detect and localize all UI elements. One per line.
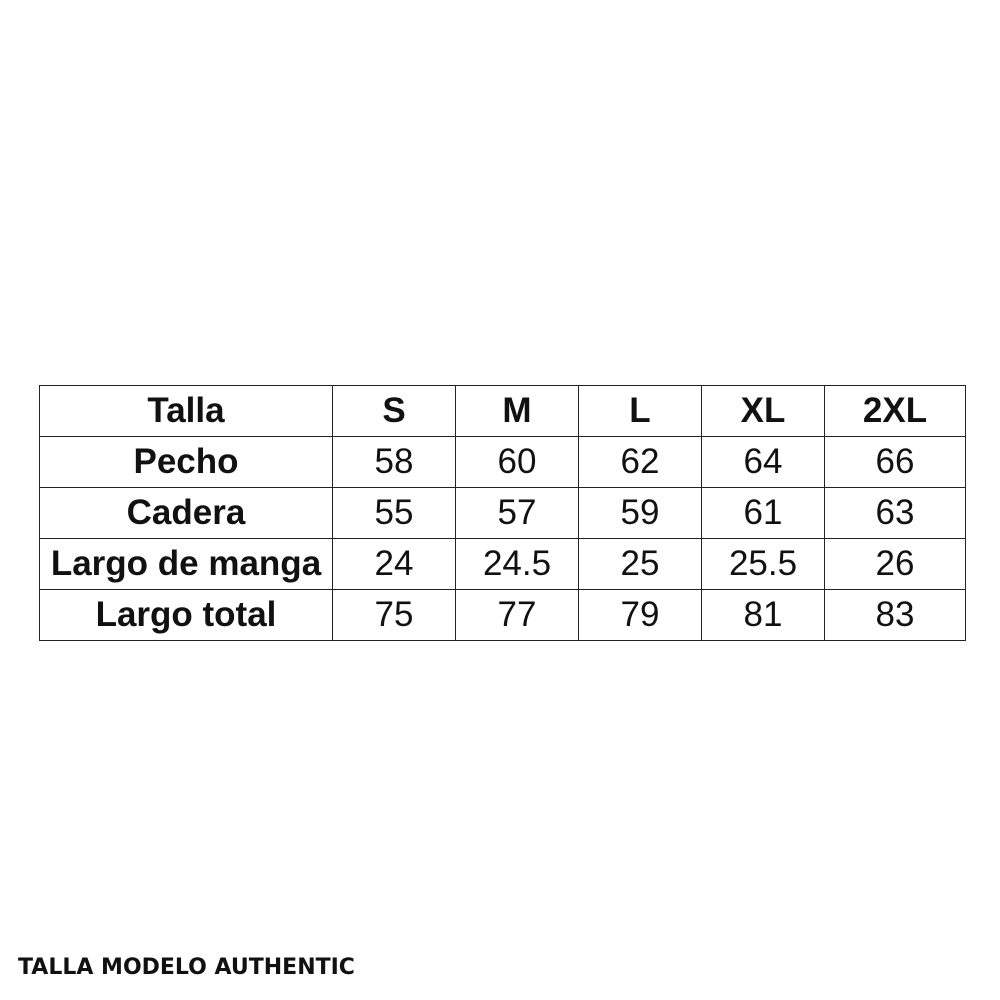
table-cell: 83 (825, 590, 966, 641)
table-cell: 24 (333, 539, 456, 590)
table-cell: 57 (456, 488, 579, 539)
table-cell: 60 (456, 437, 579, 488)
model-caption: TALLA MODELO AUTHENTIC (18, 955, 355, 980)
header-size-l: L (579, 386, 702, 437)
table-row-largo-total (40, 590, 966, 641)
table-cell: 55 (333, 488, 456, 539)
row-label: Pecho (40, 437, 333, 488)
table-cell: 24.5 (456, 539, 579, 590)
table-cell: 26 (825, 539, 966, 590)
table-cell: 75 (333, 590, 456, 641)
table-row-largo-de-manga (40, 539, 966, 590)
table-cell: 81 (702, 590, 825, 641)
table-row-pecho (40, 437, 966, 488)
header-size-s: S (333, 386, 456, 437)
table-cell: 64 (702, 437, 825, 488)
table-cell: 79 (579, 590, 702, 641)
header-talla: Talla (40, 386, 333, 437)
header-size-m: M (456, 386, 579, 437)
row-label: Cadera (40, 488, 333, 539)
table-cell: 58 (333, 437, 456, 488)
table-cell: 77 (456, 590, 579, 641)
header-size-xl: XL (702, 386, 825, 437)
header-size-2xl: 2XL (825, 386, 966, 437)
table-header-row (40, 386, 966, 437)
table-row-cadera (40, 488, 966, 539)
row-label: Largo total (40, 590, 333, 641)
table-cell: 66 (825, 437, 966, 488)
table-cell: 25 (579, 539, 702, 590)
table-cell: 62 (579, 437, 702, 488)
table-cell: 59 (579, 488, 702, 539)
size-chart-table (39, 385, 966, 641)
row-label: Largo de manga (40, 539, 333, 590)
table-cell: 63 (825, 488, 966, 539)
table-cell: 25.5 (702, 539, 825, 590)
table-cell: 61 (702, 488, 825, 539)
